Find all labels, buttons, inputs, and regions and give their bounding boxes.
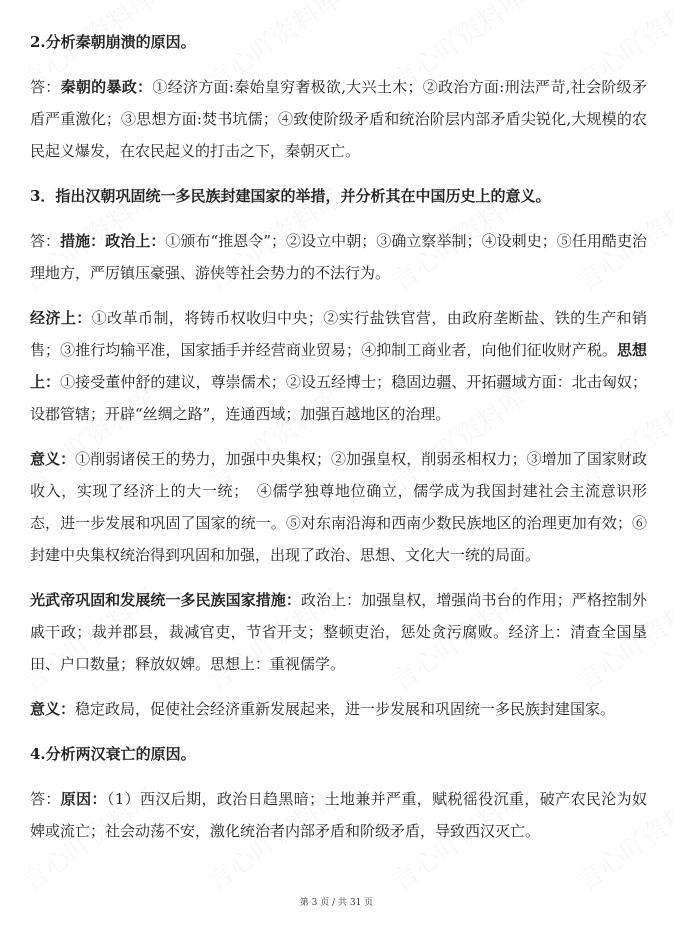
bold-label: 思想上： (30, 341, 647, 391)
bold-label: 原因： (60, 790, 107, 808)
text-run: （1）西汉后期，政治日趋黑暗；土地兼并严重，赋税徭役沉重，破产农民沦为奴婢或流亡；社会动荡不安，激化统治者内部矛盾和阶级矛盾，导致西汉灭亡。 (30, 790, 647, 840)
text-run: ①颁布“推恩令”；②设立中朝；③确立察举制；④设刺史；⑤任用酷吏治理地方，严厉镇压豪强、游侠等社会势力的不法行为。 (30, 232, 647, 282)
bold-label: 经济上： (30, 309, 92, 327)
document-page (30, 26, 647, 860)
text-run: 答： (30, 232, 61, 250)
question-heading (30, 180, 647, 212)
bold-label: 3．指出汉朝巩固统一多民族封建国家的举措，并分析其在中国历史上的意义。 (30, 187, 551, 205)
question-heading (30, 738, 647, 770)
answer-paragraph (30, 584, 647, 680)
text-run: 稳定政局，促使社会经济重新发展起来，进一步发展和巩固统一多民族封建国家。 (75, 700, 616, 718)
text-run: 答： (30, 790, 61, 808)
text-run: ①削弱诸侯王的势力，加强中央集权；②加强皇权，削弱丞相权力；③增加了国家财政收入，实现了经济上的大一统； ④儒学独尊地位确立，儒学成为我国封建社会主流意识形态，进一步发展和巩固了国家的统一。⑤对东南沿海和西南少数民族地区的治理更加有效；⑥封建中央集权统治得到巩固和加强，出现了政治、思想、文化大一统的局面。 (30, 450, 647, 564)
bold-label: 秦朝的暴政： (60, 78, 153, 96)
text-run: 答： (30, 78, 61, 96)
bold-label: 意义： (30, 450, 76, 468)
bold-label: 措施：政治上： (60, 232, 166, 250)
bold-label: 意义： (30, 700, 76, 718)
answer-paragraph (30, 225, 647, 289)
text-run: ①改革币制，将铸币权收归中央；②实行盐铁官营，由政府垄断盐、铁的生产和销售；③推行均输平准，国家插手并经营商业贸易；④抑制工商业者，向他们征收财产税。 (30, 309, 647, 359)
text-run: ①经济方面:秦始皇穷奢极欲,大兴土木；②政治方面:刑法严苛,社会阶级矛盾严重激化；③思想方面:焚书坑儒；④致使阶级矛盾和统治阶层内部矛盾尖锐化,大规模的农民起义爆发，在农民起义的打击之下，秦朝灭亡。 (30, 78, 647, 160)
bold-label: 4.分析两汉衰亡的原因。 (30, 745, 196, 763)
page-footer: 第 3 页 / 共 31 页 (299, 898, 374, 908)
text-run: 政治上：加强皇权，增强尚书台的作用；严格控制外戚干政；裁并郡县，裁减官吏，节省开支；整顿吏治，惩处贪污腐败。经济上：清查全国垦田、户口数量；释放奴婢。思想上：重视儒学。 (30, 591, 647, 673)
answer-paragraph (30, 71, 647, 167)
answer-paragraph (30, 302, 647, 430)
answer-paragraph (30, 693, 647, 725)
answer-paragraph (30, 443, 647, 571)
text-run: ①接受董仲舒的建议，尊崇儒术；②设五经博士；稳固边疆、开拓疆域方面：北击匈奴；设郡管辖；开辟“丝绸之路”，连通西域；加强百越地区的治理。 (30, 373, 647, 423)
question-heading (30, 26, 647, 58)
bold-label: 2.分析秦朝崩溃的原因。 (30, 33, 196, 51)
answer-paragraph (30, 783, 647, 847)
bold-label: 光武帝巩固和发展统一多民族国家措施： (30, 591, 301, 609)
